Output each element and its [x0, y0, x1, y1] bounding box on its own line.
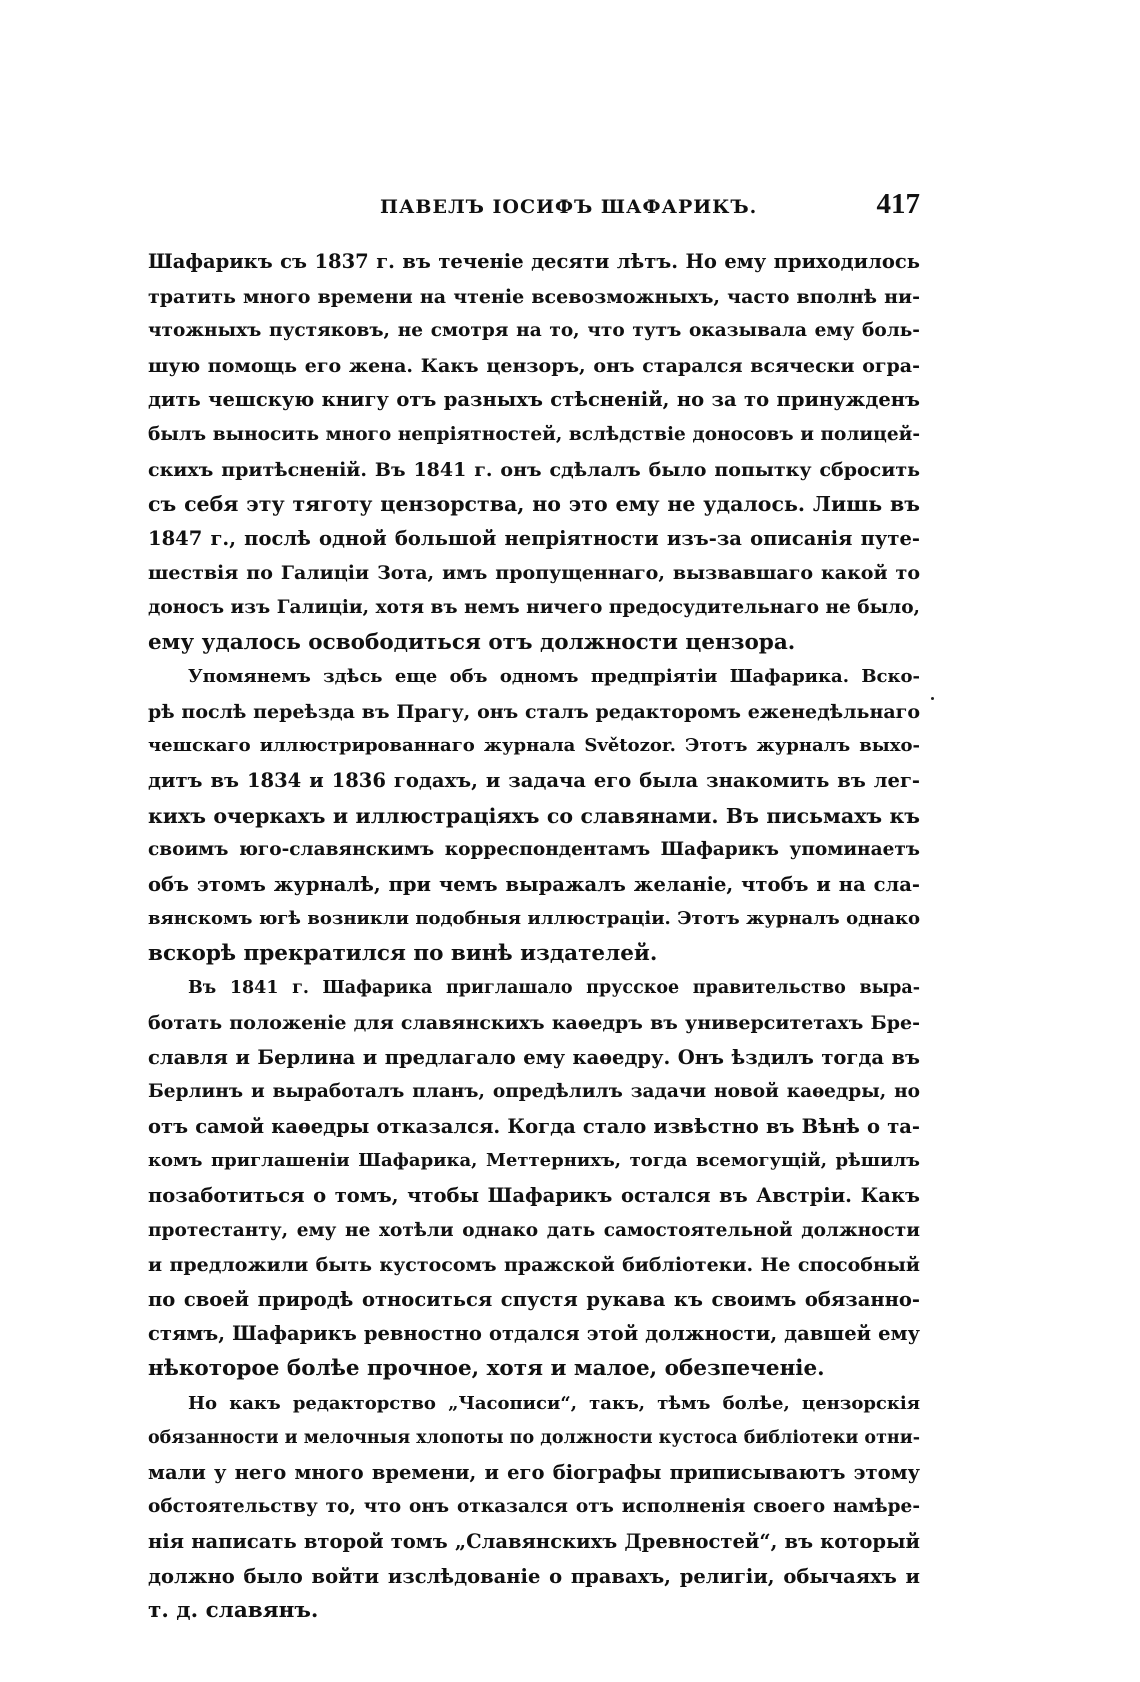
text-line: стямъ, Шафарикъ ревностно отдался этой должности, давшей ему — [148, 1322, 920, 1346]
text-line: обязанности и мелочныя хлопоты по должности кустоса библіотеки отни- — [148, 1428, 920, 1449]
text-line: т. д. славянъ. — [148, 1598, 319, 1624]
text-line: должно было войти изслѣдованіе о правахъ, религіи, обычаяхъ и — [148, 1564, 920, 1588]
ink-speck — [931, 697, 934, 700]
paragraph — [148, 971, 920, 1386]
text-line: Но какъ редакторство „Часописи“, такъ, тѣмъ болѣе, цензорскія — [188, 1392, 920, 1414]
text-line: тратить много времени на чтеніе всевозможныхъ, часто вполнѣ ни- — [148, 285, 920, 308]
text-line: дитъ въ 1834 и 1836 годахъ, и задача его была знакомить въ лег- — [148, 768, 920, 792]
text-line: объ этомъ журналѣ, при чемъ выражалъ желаніе, чтобъ и на сла- — [148, 872, 920, 896]
running-head — [150, 188, 920, 228]
text-line: рѣ послѣ переѣзда въ Прагу, онъ сталъ редакторомъ еженедѣльнаго — [148, 700, 920, 723]
text-line: нія написать второй томъ „Славянскихъ Древностей“, въ который — [148, 1529, 920, 1553]
text-line: шую помощь его жена. Какъ цензоръ, онъ старался всячески огра- — [148, 354, 920, 377]
text-line: нѣкоторое болѣе прочное, хотя и малое, обезпеченіе. — [148, 1356, 825, 1381]
text-line: скихъ притѣсненій. Въ 1841 г. онъ сдѣлалъ было попытку сбросить — [148, 458, 920, 481]
text-line: по своей природѣ относиться спустя рукава къ своимъ обязанно- — [148, 1287, 920, 1311]
text-line: чешскаго иллюстрированнаго журнала Světozor. Этотъ журналъ выхо- — [148, 735, 920, 757]
text-line: своимъ юго-славянскимъ корреспондентамъ Шафарикъ упоминаетъ — [148, 839, 920, 861]
paragraph — [148, 245, 920, 660]
text-line: отъ самой каѳедры отказался. Когда стало извѣстно въ Вѣнѣ о та- — [148, 1114, 920, 1138]
text-line: мали у него много времени, и его біографы приписываютъ этому — [148, 1460, 920, 1484]
text-line: вянскомъ югѣ возникли подобныя иллюстраціи. Этотъ журналъ однако — [148, 908, 920, 930]
text-line: Берлинъ и выработалъ планъ, опредѣлилъ задачи новой каѳедры, но — [148, 1081, 920, 1103]
body-text — [148, 245, 920, 1629]
text-line: протестанту, ему не хотѣли однако дать самостоятельной должности — [148, 1219, 920, 1241]
text-line: ботать положеніе для славянскихъ каѳедръ въ университетахъ Бре- — [148, 1012, 920, 1035]
paragraph — [148, 1387, 920, 1629]
text-line: позаботиться о томъ, чтобы Шафарикъ остался въ Австріи. Какъ — [148, 1184, 920, 1208]
text-line: 1847 г., послѣ одной большой непріятности изъ-за описанія путе- — [148, 526, 920, 550]
text-line: доносъ изъ Галиціи, хотя въ немъ ничего предосудительнаго не было, — [148, 596, 920, 618]
text-line: Въ 1841 г. Шафарика приглашало прусское правительство выра- — [188, 978, 920, 999]
text-line: славля и Берлина и предлагало ему каѳедру. Онъ ѣздилъ тогда въ — [148, 1045, 920, 1069]
text-line: и предложили быть кустосомъ пражской библіотеки. Не способный — [148, 1254, 920, 1277]
text-line: съ себя эту тяготу цензорства, но это ему не удалось. Лишь въ — [148, 492, 920, 517]
text-line: ему удалось освободиться отъ должности цензора. — [148, 629, 796, 655]
text-line: комъ приглашеніи Шафарика, Меттернихъ, тогда всемогущій, рѣшилъ — [148, 1150, 920, 1172]
text-line: чтожныхъ пустяковъ, не смотря на то, что тутъ оказывала ему боль- — [148, 320, 920, 342]
text-line: вскорѣ прекратился по винѣ издателей. — [148, 940, 658, 966]
text-line: шествія по Галиціи Зота, имъ пропущеннаго, вызвавшаго какой то — [148, 562, 920, 585]
text-line: дить чешскую книгу отъ разныхъ стѣсненій, но за то принужденъ — [148, 388, 920, 412]
text-line: Упомянемъ здѣсь еще объ одномъ предпріятіи Шафарика. Вско- — [188, 666, 920, 688]
text-line: былъ выносить много непріятностей, вслѣдствіе доносовъ и полицей- — [148, 423, 920, 445]
text-line: обстоятельству то, что онъ отказался отъ исполненія своего намѣре- — [148, 1496, 920, 1518]
text-line: Шафарикъ съ 1837 г. въ теченіе десяти лѣтъ. Но ему приходилось — [148, 250, 920, 273]
running-title: ПАВЕЛЪ ІОСИФЪ ШАФАРИКЪ. — [380, 196, 758, 218]
page-number: 417 — [876, 188, 920, 220]
paragraph — [148, 660, 920, 971]
text-line: кихъ очеркахъ и иллюстраціяхъ со славянами. Въ письмахъ къ — [148, 803, 920, 828]
